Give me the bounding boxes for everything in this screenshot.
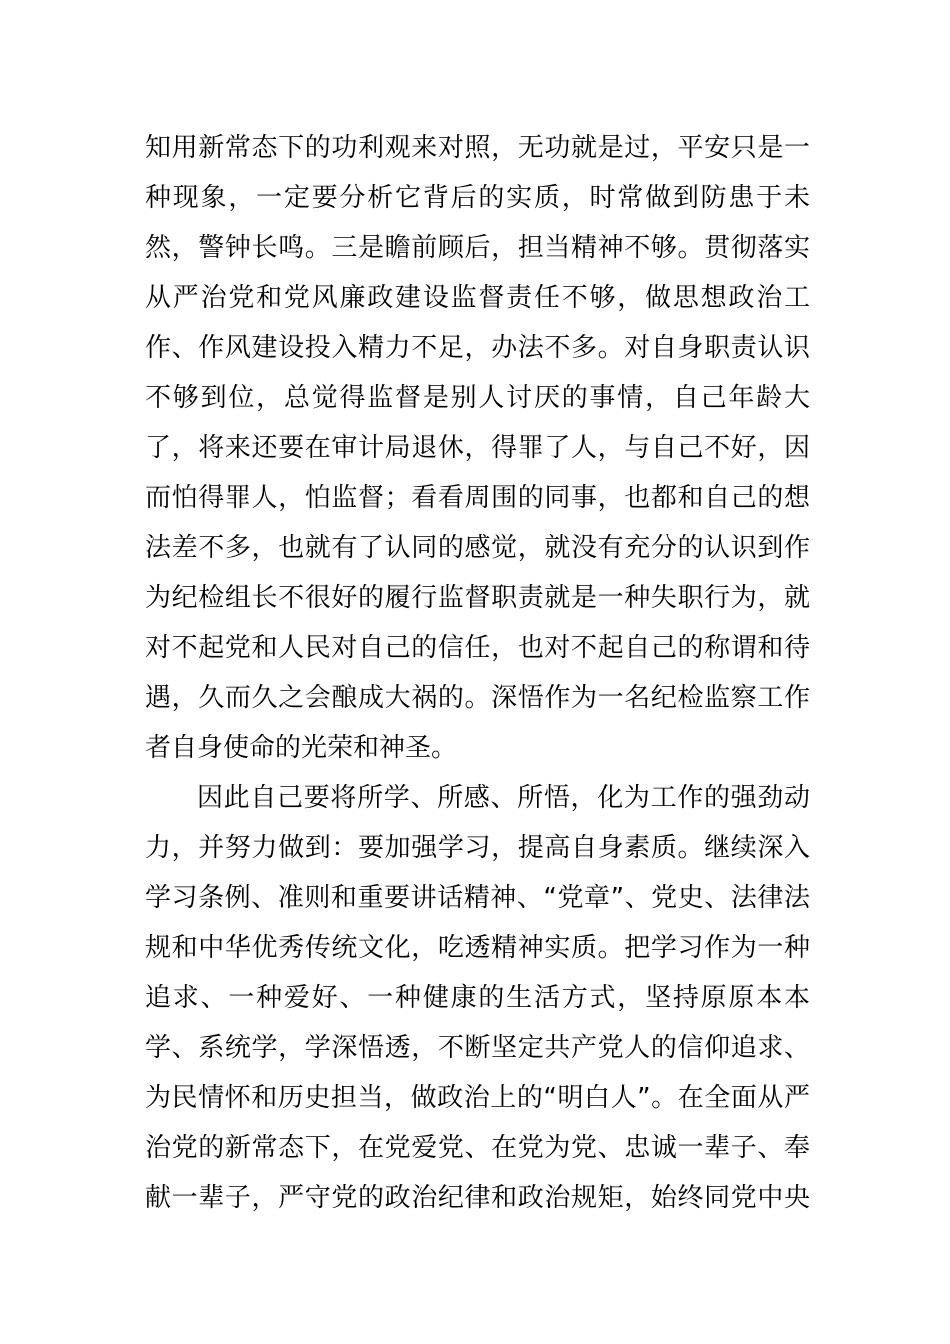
paragraph-1 <box>145 123 810 773</box>
text-line: 学习条例、准则和重要讲话精神、“党章”、党史、法律法 <box>145 883 810 913</box>
text-line: 然，警钟长鸣。三是瞻前顾后，担当精神不够。贯彻落实 <box>145 233 810 263</box>
body-text <box>145 123 810 1223</box>
text-line: 了，将来还要在审计局退休，得罪了人，与自己不好，因 <box>145 433 810 463</box>
text-line: 规和中华优秀传统文化，吃透精神实质。把学习作为一种 <box>145 933 810 963</box>
text-line: 对不起党和人民对自己的信任，也对不起自己的称谓和待 <box>145 633 810 663</box>
text-line: 治党的新常态下，在党爱党、在党为党、忠诚一辈子、奉 <box>145 1133 810 1163</box>
text-line: 因此自己要将所学、所感、所悟，化为工作的强劲动 <box>197 783 810 813</box>
text-line: 从严治党和党风廉政建设监督责任不够，做思想政治工 <box>145 283 810 313</box>
text-line: 而怕得罪人，怕监督；看看周围的同事，也都和自己的想 <box>145 483 810 513</box>
text-line: 献一辈子，严守党的政治纪律和政治规矩，始终同党中央 <box>145 1183 810 1213</box>
text-line: 遇，久而久之会酿成大祸的。深悟作为一名纪检监察工作 <box>145 683 810 713</box>
text-line: 力，并努力做到：要加强学习，提高自身素质。继续深入 <box>145 833 810 863</box>
text-line: 者自身使命的光荣和神圣。 <box>145 733 458 763</box>
paragraph-2 <box>145 773 810 1223</box>
text-line: 追求、一种爱好、一种健康的生活方式，坚持原原本本 <box>145 983 810 1013</box>
text-line: 种现象，一定要分析它背后的实质，时常做到防患于未 <box>145 183 810 213</box>
text-line: 作、作风建设投入精力不足，办法不多。对自身职责认识 <box>145 333 810 363</box>
text-line: 不够到位，总觉得监督是别人讨厌的事情，自己年龄大 <box>145 383 810 413</box>
text-line: 为纪检组长不很好的履行监督职责就是一种失职行为，就 <box>145 583 810 613</box>
text-line: 法差不多，也就有了认同的感觉，就没有充分的认识到作 <box>145 533 810 563</box>
text-line: 知用新常态下的功利观来对照，无功就是过，平安只是一 <box>145 133 810 163</box>
text-line: 学、系统学，学深悟透，不断坚定共产党人的信仰追求、 <box>145 1033 810 1063</box>
text-line: 为民情怀和历史担当，做政治上的“明白人”。在全面从严 <box>145 1083 810 1113</box>
